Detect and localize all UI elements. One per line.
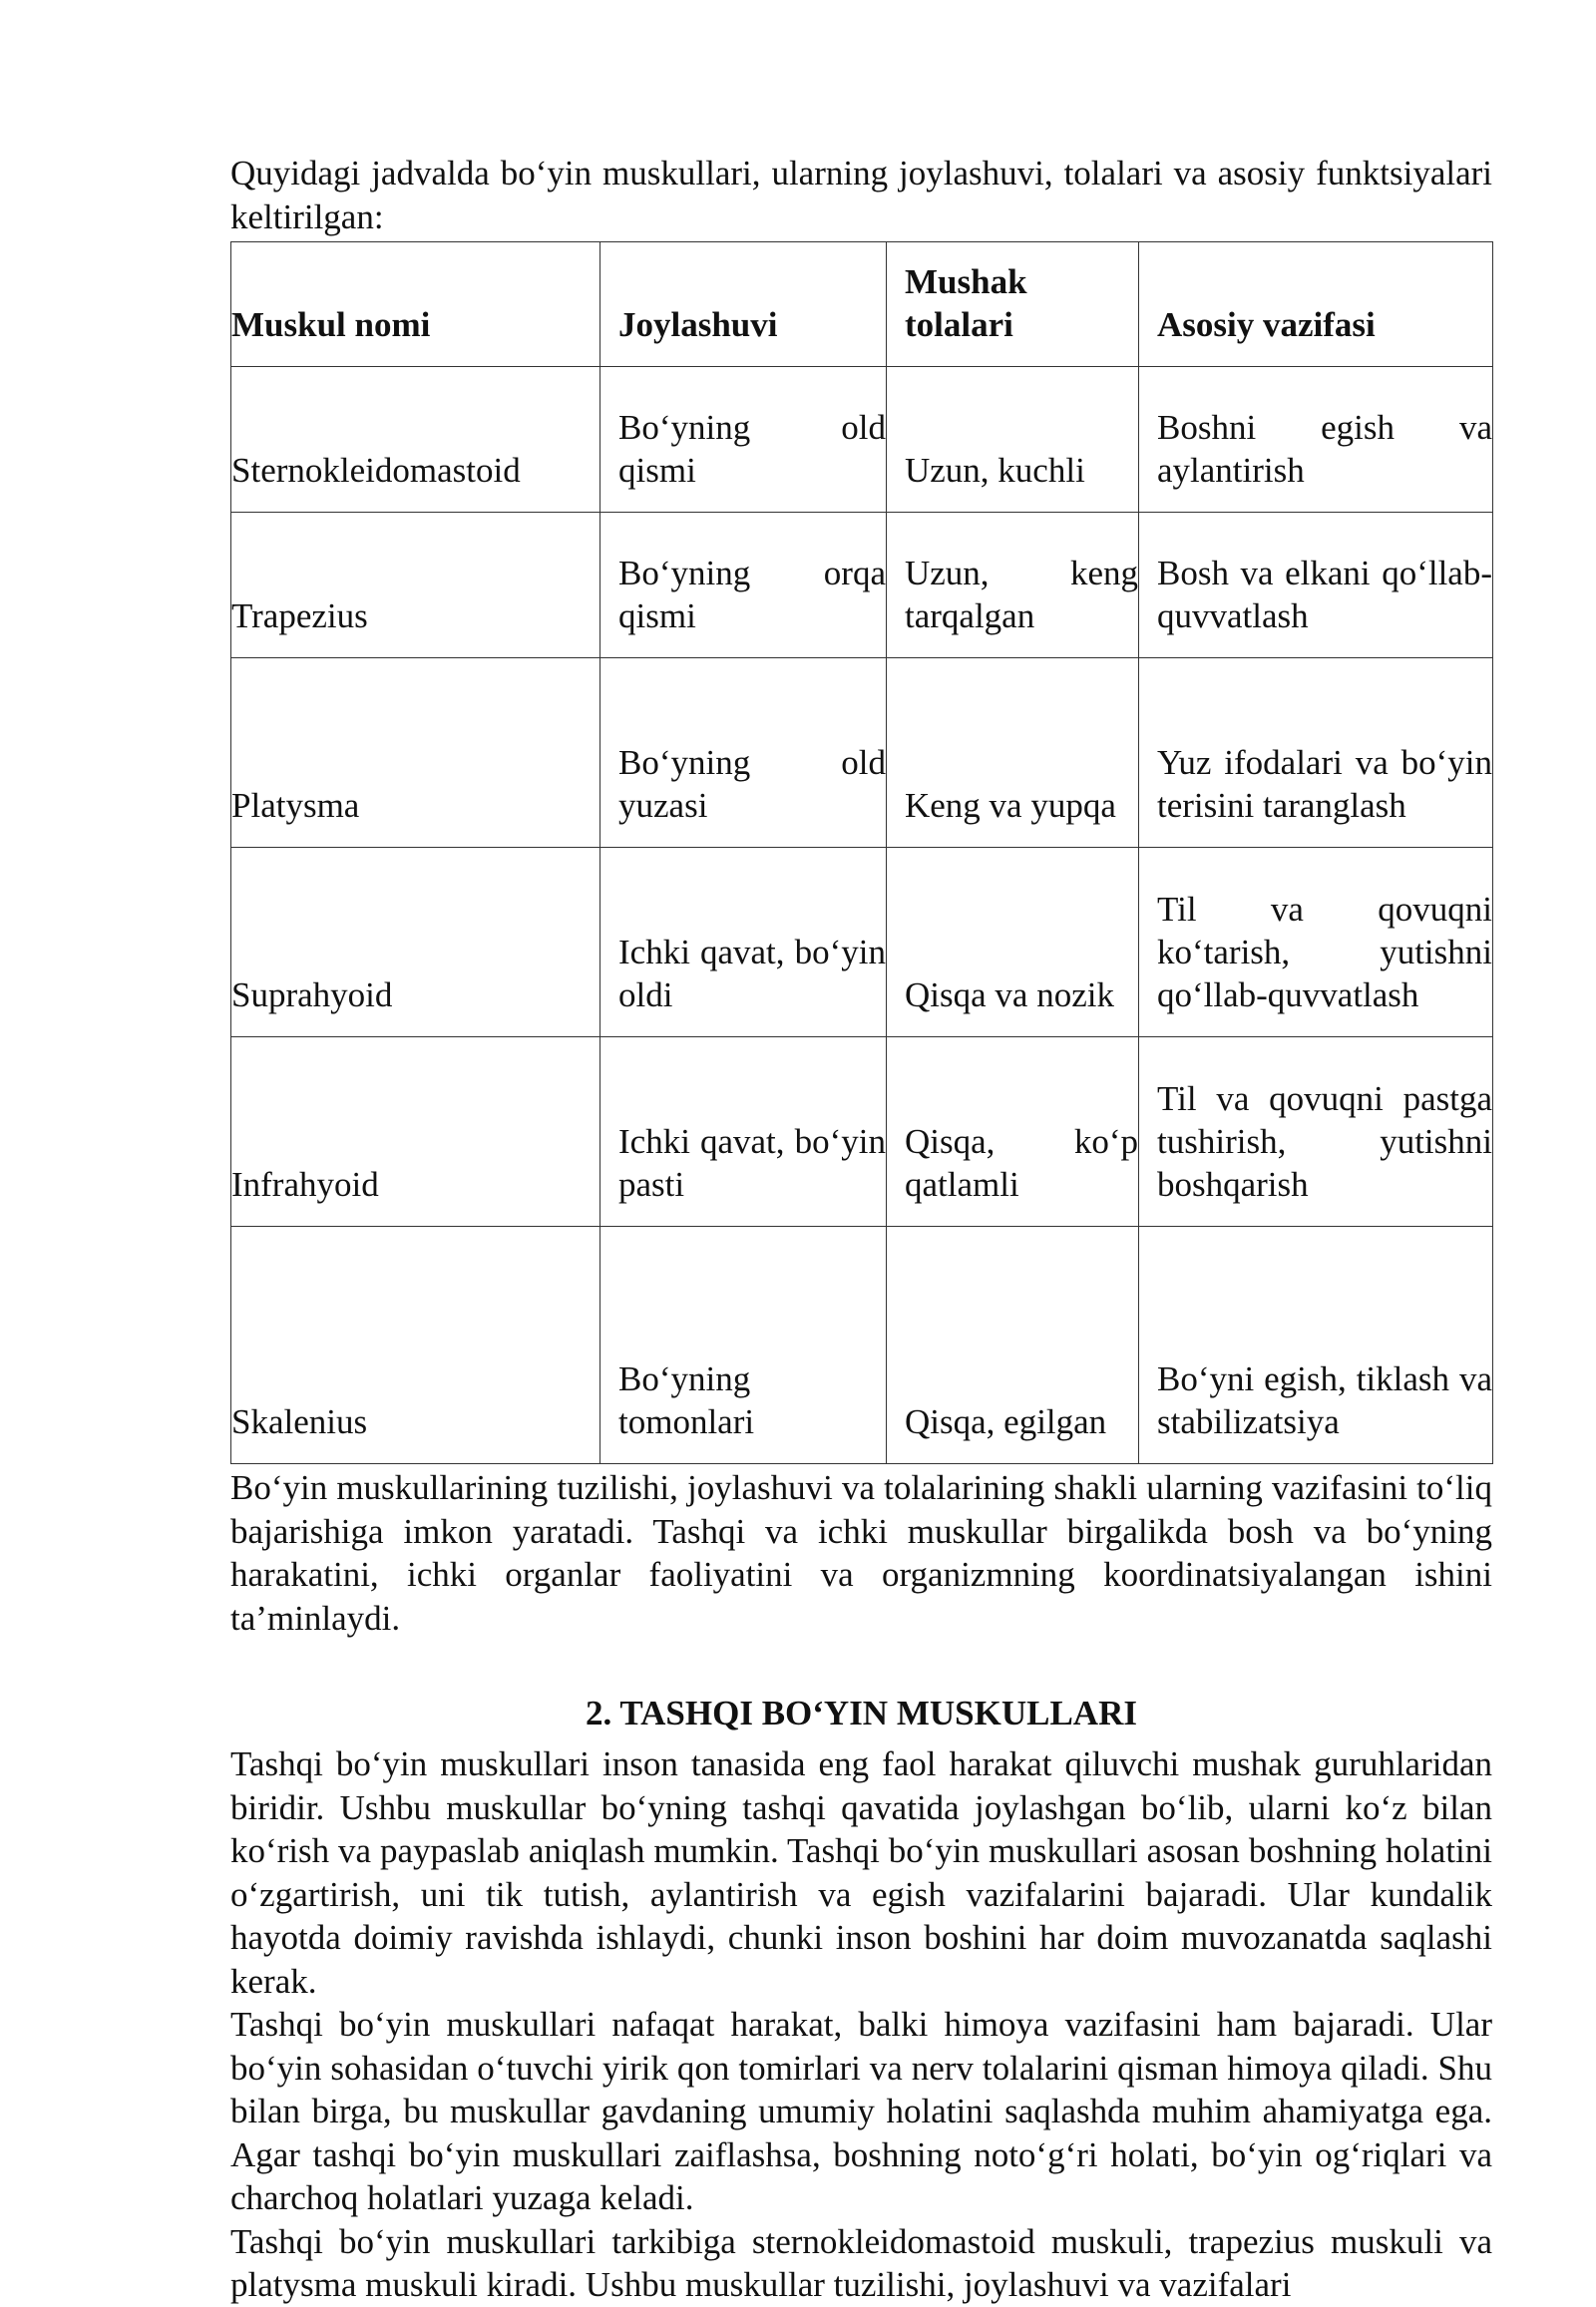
cell-location: Bo‘yning old qismi (600, 367, 887, 513)
cell-fibers: Uzun, keng tarqalgan (887, 513, 1139, 658)
section-heading: 2. TASHQI BO‘YIN MUSKULLARI (586, 1694, 1137, 1732)
header-function: Asosiy vazifasi (1139, 242, 1493, 367)
cell-location: Bo‘yning tomonlari (600, 1227, 887, 1464)
table-row (231, 658, 1493, 848)
header-fibers: Mushak tolalari (887, 242, 1139, 367)
cell-function: Bosh va elkani qo‘llab-quvvatlash (1139, 513, 1493, 658)
cell-function: Yuz ifodalari va bo‘yin terisini taranglash (1139, 658, 1493, 848)
body-paragraph: Tashqi bo‘yin muskullari tarkibiga sternokleidomastoid muskuli, trapezius muskuli va platysma muskuli kiradi. Ushbu muskullar tuzilishi, joylashuvi va vazifalari (230, 2221, 1492, 2304)
summary-paragraph: Bo‘yin muskullarining tuzilishi, joylashuvi va tolalarining shakli ularning vazifasini to‘liq bajarishiga imkon yaratadi. Tashqi va ichki muskullar birgalikda bosh va bo‘yning harakatini, ichki organlar faoliyatini va organizmning koordinatsiyalangan ishini ta’minlaydi. (230, 1468, 1492, 1638)
table-header-row (231, 242, 1493, 367)
cell-muscle-name: Trapezius (231, 513, 600, 658)
intro-paragraph: Quyidagi jadvalda bo‘yin muskullari, ularning joylashuvi, tolalari va asosiy funktsiyalari keltirilgan: (230, 154, 1492, 236)
cell-fibers: Keng va yupqa (887, 658, 1139, 848)
cell-location: Ichki qavat, bo‘yin pasti (600, 1037, 887, 1227)
cell-muscle-name: Sternokleidomastoid (231, 367, 600, 513)
cell-muscle-name: Infrahyoid (231, 1037, 600, 1227)
document-page (230, 152, 1492, 2307)
cell-muscle-name: Platysma (231, 658, 600, 848)
table-row (231, 513, 1493, 658)
cell-location: Bo‘yning old yuzasi (600, 658, 887, 848)
header-muscle-name: Muskul nomi (231, 242, 600, 367)
cell-fibers: Uzun, kuchli (887, 367, 1139, 513)
cell-function: Til va qovuqni ko‘tarish, yutishni qo‘llab-quvvatlash (1139, 848, 1493, 1037)
header-location: Joylashuvi (600, 242, 887, 367)
cell-function: Boshni egish va aylantirish (1139, 367, 1493, 513)
cell-function: Bo‘yni egish, tiklash va stabilizatsiya (1139, 1227, 1493, 1464)
table-row (231, 1037, 1493, 1227)
cell-location: Bo‘yning orqa qismi (600, 513, 887, 658)
cell-fibers: Qisqa, ko‘p qatlamli (887, 1037, 1139, 1227)
muscles-table (230, 241, 1493, 1464)
cell-muscle-name: Skalenius (231, 1227, 600, 1464)
cell-fibers: Qisqa, egilgan (887, 1227, 1139, 1464)
cell-function: Til va qovuqni pastga tushirish, yutishni boshqarish (1139, 1037, 1493, 1227)
body-paragraph: Tashqi bo‘yin muskullari inson tanasida eng faol harakat qiluvchi mushak guruhlaridan biridir. Ushbu muskullar bo‘yning tashqi qavatida joylashgan bo‘lib, ularni ko‘z bilan ko‘rish va paypaslab aniqlash mumkin. Tashqi bo‘yin muskullari asosan boshning holatini o‘zgartirish, uni tik tutish, aylantirish va egish vazifalarini bajaradi. Ular kundalik hayotda doimiy ravishda ishlaydi, chunki inson boshini har doim muvozanatda saqlashi kerak. (230, 1744, 1492, 2001)
cell-muscle-name: Suprahyoid (231, 848, 600, 1037)
cell-fibers: Qisqa va nozik (887, 848, 1139, 1037)
table-row (231, 367, 1493, 513)
body-paragraph: Tashqi bo‘yin muskullari nafaqat harakat, balki himoya vazifasini ham bajaradi. Ular bo‘yin sohasidan o‘tuvchi yirik qon tomirlari va nerv tolalarini qisman himoya qiladi. Shu bilan birga, bu muskullar gavdaning umumiy holatini saqlashda muhim ahamiyatga ega. Agar tashqi bo‘yin muskullari zaiflashsa, boshning noto‘g‘ri holati, bo‘yin og‘riqlari va charchoq holatlari yuzaga keladi. (230, 2005, 1492, 2217)
table-row (231, 1227, 1493, 1464)
cell-location: Ichki qavat, bo‘yin oldi (600, 848, 887, 1037)
table-row (231, 848, 1493, 1037)
